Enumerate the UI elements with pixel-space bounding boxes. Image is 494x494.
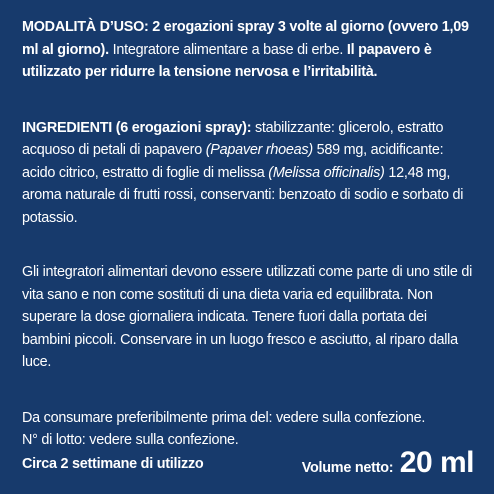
lot-number-text: N° di lotto: vedere sulla confezione.: [22, 432, 239, 448]
ingredients-latin-papaver: (Papaver rhoeas): [205, 142, 313, 158]
ingredients-part-3: 12,48 mg, aroma naturale di frutti rossi, conservanti: benzoato di sodio e sorbato di potassio.: [22, 164, 464, 226]
warnings-paragraph: Gli integratori alimentari devono essere utilizzati come parte di uno stile di vita sano e non come sostituti di una dieta varia ed equilibrata. Non superare la dose giornaliera indicata. Tenere fuori dalla portata dei bambini piccoli. Conservare in un luogo fresco e asciutto, al riparo dalla luce.: [22, 264, 473, 370]
ingredients-paragraph: [22, 117, 476, 230]
best-before-text: Da consumare preferibilmente prima del: vedere sulla confezione.: [22, 409, 426, 426]
label-footer: [22, 446, 474, 486]
usage-claim: Il papavero è utilizzato per ridurre la tensione nervosa e l’irritabilità.: [22, 41, 432, 80]
usage-duration: Circa 2 settimane di utilizzo: [22, 456, 204, 472]
net-volume: [302, 446, 474, 480]
usage-description: Integratore alimentare a base di erbe.: [108, 41, 347, 58]
usage-heading: MODALITÀ D’USO:: [22, 19, 149, 35]
expiry-paragraph: [22, 407, 476, 452]
net-volume-label: Volume netto:: [301, 460, 394, 476]
ingredients-heading: INGREDIENTI (6 erogazioni spray):: [22, 119, 252, 136]
usage-paragraph: [22, 16, 476, 84]
net-volume-value: 20 ml: [399, 446, 474, 479]
ingredients-part-2: 589 mg, acidificante: acido citrico, estratto di foglie di melissa: [22, 142, 444, 181]
ingredients-latin-melissa: (Melissa officinalis): [268, 164, 385, 181]
usage-dose: 2 erogazioni spray 3 volte al giorno (ovvero 1,09 ml al giorno).: [22, 19, 469, 58]
ingredients-part-1: stabilizzante: glicerolo, estratto acquoso di petali di papavero: [22, 119, 444, 158]
